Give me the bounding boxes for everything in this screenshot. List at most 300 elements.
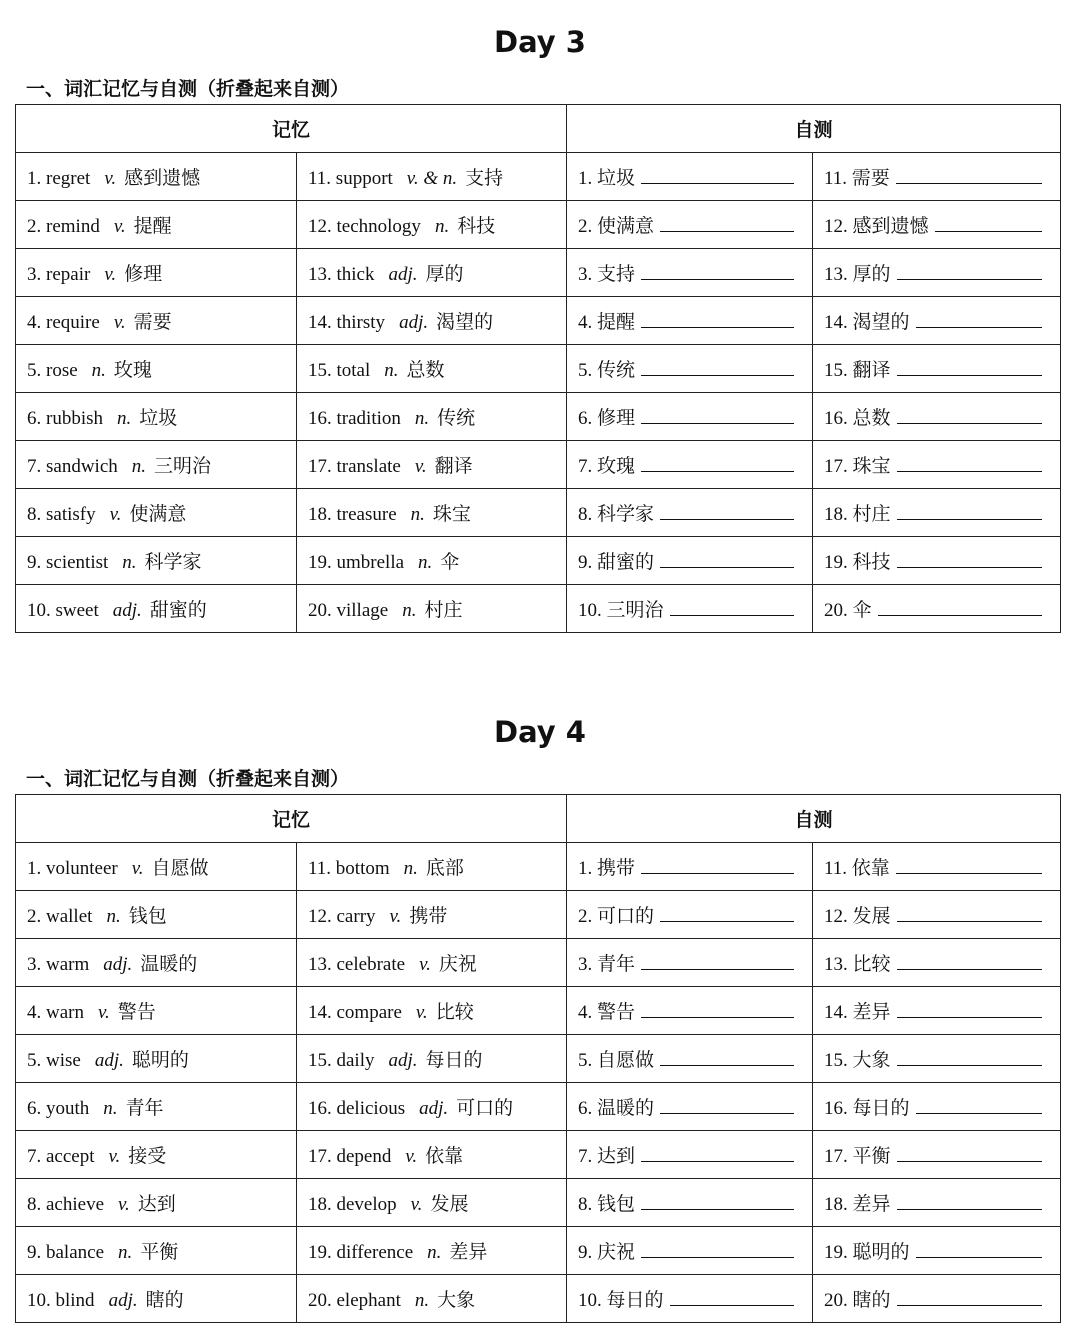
test-prompt: 2. 使满意 bbox=[578, 216, 655, 237]
test-prompt: 18. 村庄 bbox=[824, 504, 891, 525]
answer-blank[interactable] bbox=[897, 1047, 1042, 1066]
answer-blank[interactable] bbox=[916, 1239, 1042, 1258]
answer-blank[interactable] bbox=[641, 855, 794, 874]
table-row bbox=[16, 393, 1061, 441]
english-word: 14. compare bbox=[308, 1002, 402, 1023]
vocab-entry bbox=[16, 537, 297, 585]
english-word: 9. scientist bbox=[27, 552, 109, 573]
self-test-header: 自测 bbox=[567, 105, 1061, 153]
part-of-speech: n. bbox=[434, 216, 450, 237]
vocab-entry bbox=[16, 1275, 297, 1323]
english-word: 11. bottom bbox=[308, 858, 390, 879]
table-row bbox=[16, 489, 1061, 537]
vocab-entry bbox=[16, 987, 297, 1035]
vocab-entry bbox=[297, 1035, 567, 1083]
test-prompt: 1. 携带 bbox=[578, 858, 636, 879]
table-row bbox=[16, 891, 1061, 939]
table-row bbox=[16, 201, 1061, 249]
self-test-entry bbox=[813, 345, 1061, 393]
answer-blank[interactable] bbox=[641, 453, 794, 472]
english-word: 20. elephant bbox=[308, 1290, 401, 1311]
self-test-header: 自测 bbox=[567, 795, 1061, 843]
test-prompt: 5. 传统 bbox=[578, 360, 636, 381]
part-of-speech: v. bbox=[104, 168, 117, 189]
part-of-speech: n. bbox=[118, 1242, 133, 1263]
english-word: 14. thirsty bbox=[308, 312, 386, 333]
part-of-speech: n. bbox=[418, 552, 433, 573]
table-row bbox=[16, 843, 1061, 891]
self-test-entry bbox=[813, 585, 1061, 633]
vocab-entry bbox=[16, 345, 297, 393]
answer-blank[interactable] bbox=[660, 1047, 794, 1066]
part-of-speech: v. bbox=[415, 1002, 428, 1023]
vocab-entry bbox=[16, 891, 297, 939]
answer-blank[interactable] bbox=[896, 855, 1042, 874]
chinese-meaning: 携带 bbox=[409, 906, 448, 927]
chinese-meaning: 玫瑰 bbox=[113, 360, 152, 381]
self-test-entry bbox=[567, 201, 813, 249]
vocab-table bbox=[15, 104, 1061, 633]
chinese-meaning: 厚的 bbox=[425, 264, 464, 285]
answer-blank[interactable] bbox=[897, 549, 1042, 568]
vocab-entry bbox=[16, 1131, 297, 1179]
test-prompt: 16. 总数 bbox=[824, 408, 891, 429]
test-prompt: 11. 依靠 bbox=[824, 858, 890, 879]
vocab-entry bbox=[297, 1083, 567, 1131]
vocab-entry bbox=[16, 939, 297, 987]
english-word: 3. warm bbox=[27, 954, 90, 975]
answer-blank[interactable] bbox=[897, 1287, 1042, 1306]
part-of-speech: v. bbox=[414, 456, 427, 477]
chinese-meaning: 珠宝 bbox=[432, 504, 471, 525]
test-prompt: 5. 自愿做 bbox=[578, 1050, 655, 1071]
answer-blank[interactable] bbox=[641, 1191, 794, 1210]
answer-blank[interactable] bbox=[641, 165, 794, 184]
self-test-entry bbox=[567, 1275, 813, 1323]
self-test-entry bbox=[813, 891, 1061, 939]
memory-header: 记忆 bbox=[16, 105, 567, 153]
answer-blank[interactable] bbox=[897, 405, 1042, 424]
self-test-entry bbox=[567, 1227, 813, 1275]
answer-blank[interactable] bbox=[897, 357, 1042, 376]
vocab-entry bbox=[16, 1227, 297, 1275]
self-test-entry bbox=[567, 249, 813, 297]
self-test-entry bbox=[567, 939, 813, 987]
part-of-speech: adj. bbox=[112, 600, 142, 621]
english-word: 4. warn bbox=[27, 1002, 84, 1023]
test-prompt: 20. 伞 bbox=[824, 600, 872, 621]
part-of-speech: v. bbox=[97, 1002, 110, 1023]
vocab-entry bbox=[297, 939, 567, 987]
vocab-entry bbox=[297, 1131, 567, 1179]
table-row bbox=[16, 1035, 1061, 1083]
self-test-entry bbox=[567, 1131, 813, 1179]
chinese-meaning: 瞎的 bbox=[145, 1290, 184, 1311]
answer-blank[interactable] bbox=[897, 501, 1042, 520]
vocab-entry bbox=[297, 201, 567, 249]
english-word: 17. depend bbox=[308, 1146, 392, 1167]
test-prompt: 1. 垃圾 bbox=[578, 168, 636, 189]
vocab-entry bbox=[16, 843, 297, 891]
self-test-entry bbox=[813, 153, 1061, 201]
english-word: 8. achieve bbox=[27, 1194, 105, 1215]
chinese-meaning: 可口的 bbox=[456, 1098, 514, 1119]
day-title: Day 4 bbox=[494, 715, 586, 749]
self-test-entry bbox=[813, 1227, 1061, 1275]
table-row bbox=[16, 297, 1061, 345]
english-word: 7. sandwich bbox=[27, 456, 118, 477]
self-test-entry bbox=[567, 1179, 813, 1227]
test-prompt: 20. 瞎的 bbox=[824, 1290, 891, 1311]
part-of-speech: n. bbox=[384, 360, 399, 381]
chinese-meaning: 甜蜜的 bbox=[149, 600, 207, 621]
test-prompt: 14. 差异 bbox=[824, 1002, 891, 1023]
test-prompt: 17. 平衡 bbox=[824, 1146, 891, 1167]
test-prompt: 3. 支持 bbox=[578, 264, 636, 285]
vocab-entry bbox=[297, 1227, 567, 1275]
vocab-entry bbox=[16, 1179, 297, 1227]
english-word: 13. celebrate bbox=[308, 954, 406, 975]
part-of-speech: adj. bbox=[388, 264, 418, 285]
self-test-entry bbox=[813, 939, 1061, 987]
part-of-speech: n. bbox=[403, 858, 418, 879]
answer-blank[interactable] bbox=[897, 999, 1042, 1018]
english-word: 13. thick bbox=[308, 264, 375, 285]
test-prompt: 7. 达到 bbox=[578, 1146, 636, 1167]
answer-blank[interactable] bbox=[660, 213, 794, 232]
test-prompt: 6. 温暖的 bbox=[578, 1098, 655, 1119]
self-test-entry bbox=[813, 297, 1061, 345]
english-word: 12. technology bbox=[308, 216, 421, 237]
part-of-speech: v. bbox=[419, 954, 431, 975]
self-test-entry bbox=[567, 1083, 813, 1131]
test-prompt: 13. 厚的 bbox=[824, 264, 891, 285]
table-row bbox=[16, 537, 1061, 585]
chinese-meaning: 青年 bbox=[125, 1098, 164, 1119]
vocab-entry bbox=[16, 249, 297, 297]
self-test-entry bbox=[813, 537, 1061, 585]
vocab-entry bbox=[297, 153, 567, 201]
chinese-meaning: 依靠 bbox=[425, 1146, 464, 1167]
test-prompt: 14. 渴望的 bbox=[824, 312, 910, 333]
part-of-speech: n. bbox=[117, 408, 132, 429]
english-word: 2. remind bbox=[27, 216, 100, 237]
answer-blank[interactable] bbox=[878, 597, 1042, 616]
vocab-entry bbox=[297, 345, 567, 393]
english-word: 19. difference bbox=[308, 1242, 414, 1263]
chinese-meaning: 垃圾 bbox=[139, 408, 178, 429]
english-word: 12. carry bbox=[308, 906, 376, 927]
vocab-entry bbox=[16, 441, 297, 489]
self-test-entry bbox=[813, 1083, 1061, 1131]
english-word: 11. support bbox=[308, 168, 393, 189]
english-word: 15. total bbox=[308, 360, 371, 381]
day-title: Day 3 bbox=[494, 25, 586, 59]
self-test-entry bbox=[567, 843, 813, 891]
part-of-speech: n. bbox=[91, 360, 106, 381]
english-word: 8. satisfy bbox=[27, 504, 96, 525]
self-test-entry bbox=[813, 489, 1061, 537]
table-row bbox=[16, 153, 1061, 201]
vocab-entry bbox=[16, 489, 297, 537]
part-of-speech: v. bbox=[109, 504, 122, 525]
part-of-speech: v. bbox=[113, 216, 126, 237]
table-row bbox=[16, 441, 1061, 489]
table-row bbox=[16, 345, 1061, 393]
part-of-speech: v. bbox=[113, 312, 126, 333]
english-word: 16. tradition bbox=[308, 408, 401, 429]
part-of-speech: v. bbox=[104, 264, 117, 285]
part-of-speech: v. bbox=[389, 906, 402, 927]
memory-header: 记忆 bbox=[16, 795, 567, 843]
answer-blank[interactable] bbox=[897, 903, 1042, 922]
part-of-speech: v. & n. bbox=[406, 168, 458, 189]
part-of-speech: v. bbox=[131, 858, 144, 879]
english-word: 6. youth bbox=[27, 1098, 90, 1119]
answer-blank[interactable] bbox=[897, 1143, 1042, 1162]
vocab-entry bbox=[297, 585, 567, 633]
chinese-meaning: 钱包 bbox=[128, 906, 167, 927]
chinese-meaning: 渴望的 bbox=[436, 312, 494, 333]
table-row bbox=[16, 585, 1061, 633]
english-word: 5. wise bbox=[27, 1050, 81, 1071]
chinese-meaning: 自愿做 bbox=[151, 858, 209, 879]
answer-blank[interactable] bbox=[660, 501, 794, 520]
answer-blank[interactable] bbox=[897, 951, 1042, 970]
english-word: 1. volunteer bbox=[27, 858, 118, 879]
chinese-meaning: 聪明的 bbox=[131, 1050, 189, 1071]
chinese-meaning: 庆祝 bbox=[438, 954, 477, 975]
chinese-meaning: 村庄 bbox=[424, 600, 463, 621]
chinese-meaning: 修理 bbox=[124, 264, 163, 285]
self-test-entry bbox=[567, 393, 813, 441]
chinese-meaning: 比较 bbox=[435, 1002, 474, 1023]
part-of-speech: adj. bbox=[103, 954, 133, 975]
vocab-entry bbox=[297, 1275, 567, 1323]
self-test-entry bbox=[813, 441, 1061, 489]
part-of-speech: adj. bbox=[419, 1098, 449, 1119]
vocab-entry bbox=[297, 891, 567, 939]
answer-blank[interactable] bbox=[897, 453, 1042, 472]
test-prompt: 19. 聪明的 bbox=[824, 1242, 910, 1263]
english-word: 16. delicious bbox=[308, 1098, 406, 1119]
self-test-entry bbox=[813, 249, 1061, 297]
test-prompt: 8. 钱包 bbox=[578, 1194, 636, 1215]
answer-blank[interactable] bbox=[670, 1287, 794, 1306]
vocab-entry bbox=[297, 297, 567, 345]
chinese-meaning: 达到 bbox=[137, 1194, 176, 1215]
part-of-speech: adj. bbox=[108, 1290, 138, 1311]
english-word: 2. wallet bbox=[27, 906, 93, 927]
vocab-entry bbox=[16, 1083, 297, 1131]
vocab-entry bbox=[16, 153, 297, 201]
chinese-meaning: 三明治 bbox=[154, 456, 212, 477]
part-of-speech: n. bbox=[122, 552, 137, 573]
chinese-meaning: 感到遗憾 bbox=[124, 168, 201, 189]
vocab-entry bbox=[16, 201, 297, 249]
self-test-entry bbox=[567, 585, 813, 633]
table-row bbox=[16, 1275, 1061, 1323]
part-of-speech: adj. bbox=[94, 1050, 124, 1071]
answer-blank[interactable] bbox=[641, 261, 794, 280]
test-prompt: 12. 发展 bbox=[824, 906, 891, 927]
vocab-entry bbox=[297, 441, 567, 489]
vocab-entry bbox=[297, 489, 567, 537]
chinese-meaning: 发展 bbox=[430, 1194, 469, 1215]
answer-blank[interactable] bbox=[896, 165, 1042, 184]
self-test-entry bbox=[567, 441, 813, 489]
chinese-meaning: 温暖的 bbox=[140, 954, 198, 975]
answer-blank[interactable] bbox=[641, 309, 794, 328]
self-test-entry bbox=[813, 843, 1061, 891]
chinese-meaning: 提醒 bbox=[133, 216, 172, 237]
self-test-entry bbox=[567, 153, 813, 201]
english-word: 18. develop bbox=[308, 1194, 397, 1215]
english-word: 1. regret bbox=[27, 168, 91, 189]
vocab-table bbox=[15, 794, 1061, 1323]
chinese-meaning: 差异 bbox=[449, 1242, 488, 1263]
self-test-entry bbox=[567, 345, 813, 393]
english-word: 5. rose bbox=[27, 360, 78, 381]
test-prompt: 15. 翻译 bbox=[824, 360, 891, 381]
answer-blank[interactable] bbox=[670, 597, 794, 616]
table-row bbox=[16, 1179, 1061, 1227]
english-word: 17. translate bbox=[308, 456, 401, 477]
answer-blank[interactable] bbox=[916, 1095, 1042, 1114]
self-test-entry bbox=[567, 297, 813, 345]
part-of-speech: n. bbox=[131, 456, 147, 477]
test-prompt: 11. 需要 bbox=[824, 168, 890, 189]
english-word: 20. village bbox=[308, 600, 389, 621]
part-of-speech: v. bbox=[405, 1146, 418, 1167]
chinese-meaning: 接受 bbox=[128, 1146, 167, 1167]
vocab-entry bbox=[16, 585, 297, 633]
answer-blank[interactable] bbox=[641, 357, 794, 376]
self-test-entry bbox=[567, 537, 813, 585]
part-of-speech: n. bbox=[410, 504, 425, 525]
chinese-meaning: 底部 bbox=[425, 858, 464, 879]
english-word: 19. umbrella bbox=[308, 552, 405, 573]
self-test-entry bbox=[813, 393, 1061, 441]
answer-blank[interactable] bbox=[641, 1143, 794, 1162]
test-prompt: 13. 比较 bbox=[824, 954, 891, 975]
part-of-speech: n. bbox=[106, 906, 121, 927]
part-of-speech: n. bbox=[103, 1098, 118, 1119]
test-prompt: 8. 科学家 bbox=[578, 504, 655, 525]
table-row bbox=[16, 939, 1061, 987]
answer-blank[interactable] bbox=[641, 405, 794, 424]
test-prompt: 19. 科技 bbox=[824, 552, 891, 573]
test-prompt: 4. 警告 bbox=[578, 1002, 636, 1023]
english-word: 3. repair bbox=[27, 264, 91, 285]
answer-blank[interactable] bbox=[897, 1191, 1042, 1210]
self-test-entry bbox=[813, 1131, 1061, 1179]
english-word: 4. require bbox=[27, 312, 100, 333]
chinese-meaning: 支持 bbox=[465, 168, 504, 189]
part-of-speech: v. bbox=[410, 1194, 423, 1215]
vocab-entry bbox=[297, 987, 567, 1035]
test-prompt: 15. 大象 bbox=[824, 1050, 891, 1071]
table-row bbox=[16, 1083, 1061, 1131]
english-word: 15. daily bbox=[308, 1050, 375, 1071]
test-prompt: 17. 珠宝 bbox=[824, 456, 891, 477]
chinese-meaning: 需要 bbox=[133, 312, 172, 333]
chinese-meaning: 科技 bbox=[457, 216, 496, 237]
chinese-meaning: 每日的 bbox=[425, 1050, 483, 1071]
answer-blank[interactable] bbox=[935, 213, 1042, 232]
english-word: 7. accept bbox=[27, 1146, 95, 1167]
self-test-entry bbox=[813, 987, 1061, 1035]
answer-blank[interactable] bbox=[641, 951, 794, 970]
answer-blank[interactable] bbox=[660, 549, 794, 568]
test-prompt: 7. 玫瑰 bbox=[578, 456, 636, 477]
answer-blank[interactable] bbox=[660, 903, 794, 922]
vocab-entry bbox=[297, 1179, 567, 1227]
part-of-speech: adj. bbox=[399, 312, 429, 333]
chinese-meaning: 传统 bbox=[437, 408, 476, 429]
self-test-entry bbox=[813, 1179, 1061, 1227]
answer-blank[interactable] bbox=[897, 261, 1042, 280]
english-word: 6. rubbish bbox=[27, 408, 103, 429]
table-row bbox=[16, 249, 1061, 297]
chinese-meaning: 伞 bbox=[440, 552, 460, 573]
vocab-entry bbox=[16, 1035, 297, 1083]
vocab-entry bbox=[297, 393, 567, 441]
self-test-entry bbox=[567, 1035, 813, 1083]
vocab-entry bbox=[297, 249, 567, 297]
test-prompt: 6. 修理 bbox=[578, 408, 636, 429]
section-heading: 一、词汇记忆与自测（折叠起来自测） bbox=[26, 768, 350, 790]
self-test-entry bbox=[567, 987, 813, 1035]
vocab-entry bbox=[16, 297, 297, 345]
self-test-entry bbox=[813, 1275, 1061, 1323]
english-word: 10. blind bbox=[27, 1290, 95, 1311]
chinese-meaning: 大象 bbox=[437, 1290, 476, 1311]
answer-blank[interactable] bbox=[660, 1095, 794, 1114]
answer-blank[interactable] bbox=[916, 309, 1042, 328]
chinese-meaning: 总数 bbox=[406, 360, 445, 381]
part-of-speech: v. bbox=[108, 1146, 121, 1167]
self-test-entry bbox=[813, 201, 1061, 249]
test-prompt: 4. 提醒 bbox=[578, 312, 636, 333]
test-prompt: 3. 青年 bbox=[578, 954, 636, 975]
chinese-meaning: 使满意 bbox=[129, 504, 187, 525]
table-row bbox=[16, 1227, 1061, 1275]
answer-blank[interactable] bbox=[641, 1239, 794, 1258]
part-of-speech: v. bbox=[118, 1194, 130, 1215]
self-test-entry bbox=[567, 891, 813, 939]
chinese-meaning: 翻译 bbox=[434, 456, 473, 477]
part-of-speech: n. bbox=[414, 1290, 430, 1311]
part-of-speech: adj. bbox=[388, 1050, 418, 1071]
test-prompt: 18. 差异 bbox=[824, 1194, 891, 1215]
self-test-entry bbox=[813, 1035, 1061, 1083]
part-of-speech: n. bbox=[427, 1242, 442, 1263]
vocab-entry bbox=[297, 843, 567, 891]
section-heading: 一、词汇记忆与自测（折叠起来自测） bbox=[26, 78, 350, 100]
table-row bbox=[16, 1131, 1061, 1179]
test-prompt: 10. 每日的 bbox=[578, 1290, 664, 1311]
test-prompt: 2. 可口的 bbox=[578, 906, 655, 927]
test-prompt: 10. 三明治 bbox=[578, 600, 664, 621]
table-row bbox=[16, 987, 1061, 1035]
vocab-entry bbox=[297, 537, 567, 585]
test-prompt: 16. 每日的 bbox=[824, 1098, 910, 1119]
answer-blank[interactable] bbox=[641, 999, 794, 1018]
test-prompt: 12. 感到遗憾 bbox=[824, 216, 929, 237]
part-of-speech: n. bbox=[414, 408, 430, 429]
vocab-entry bbox=[16, 393, 297, 441]
